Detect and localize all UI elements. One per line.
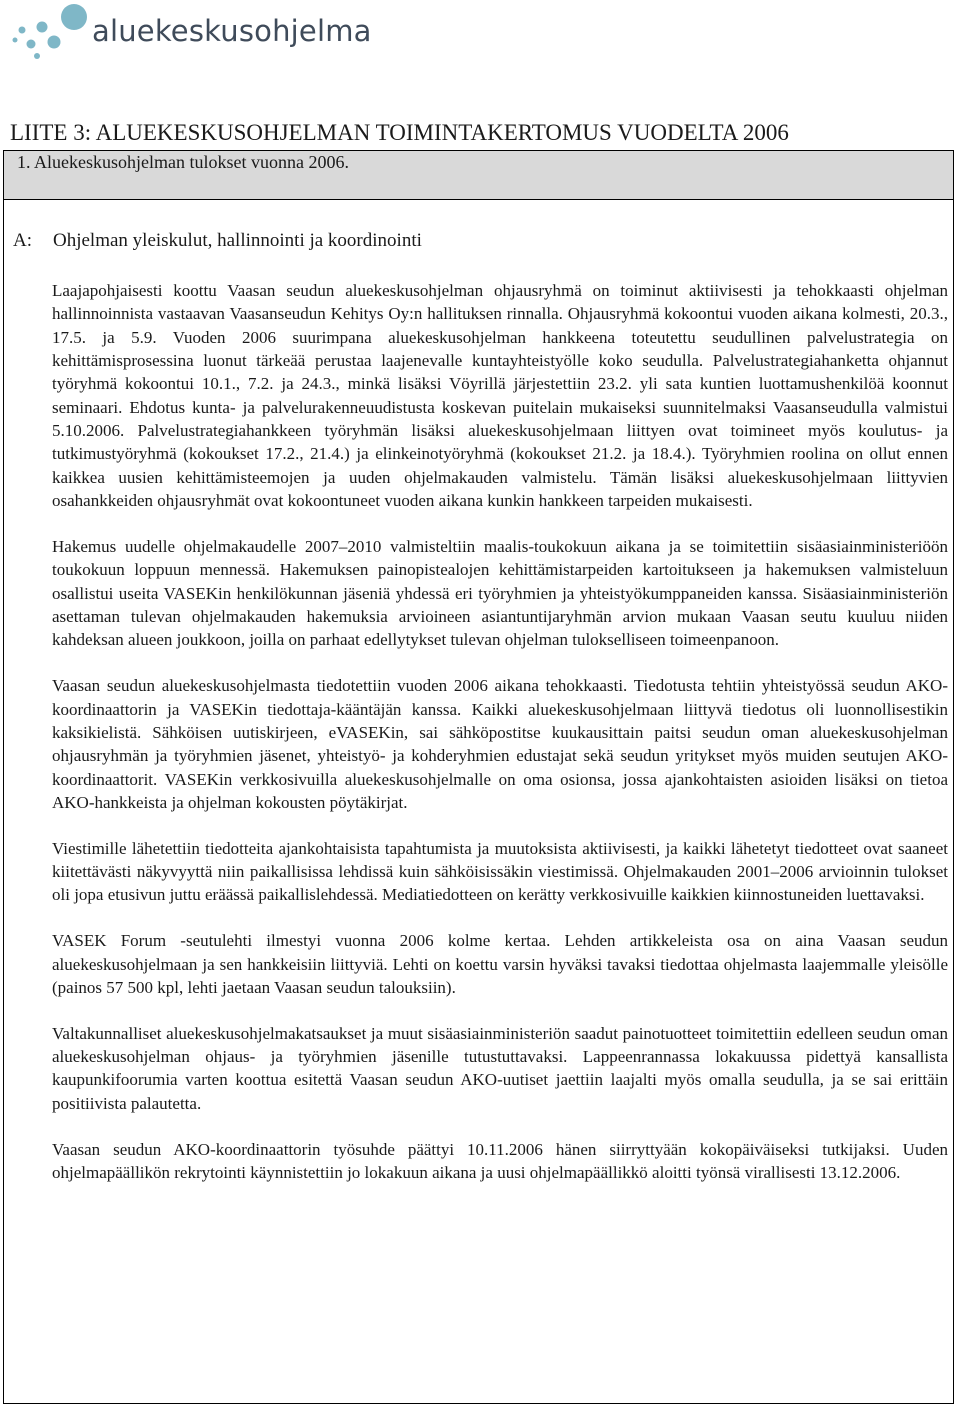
paragraph: Valtakunnalliset aluekeskusohjelmakatsaukset ja muut sisäasiainministeriön saadut painotuotteet toimitettiin edelleen seudun oman aluekeskusohjelman ohjaus- ja työryhmien jäsenille tutustuttavaksi. Lappeenrannassa lokakuussa pidettyä kansallista kaupunkifoorumia varten koottua esitettä Vaasan seudun AKO-uutiset jaettiin laajalti myös omalla seudulla, ja se sai erittäin positiivista palautetta. (52, 1023, 948, 1113)
paragraph: Viestimille lähetettiin tiedotteita ajankohtaisista tapahtumista ja muutoksista aktiivisesti, ja kaikki lähetetyt tiedotteet ovat saaneet kiitettävästi näkyvyyttä niin paikallisissa lehdissä kuin sähköisissäkin viestimissä. Ohjelmakauden 2001–2006 arvioinnin tulokset oli jopa etusivun juttu eräässä paikallislehdessä. Mediatiedotteen on kerätty verkkosivuille kaikkien kiinnostuneiden luettavaksi. (52, 838, 948, 905)
body-text (52, 279, 948, 1207)
logo (10, 2, 370, 60)
paragraph: Vaasan seudun aluekeskusohjelmasta tiedotettiin vuoden 2006 aikana tehokkaasti. Tiedotusta tehtiin yhteistyössä seudun AKO-koordinaattorin ja VASEKin tiedottaja-kääntäjän kanssa. Kaikki aluekeskusohjelmaan liittyvä tiedotus oli luonnollisestikin kaksikielistä. Sähköisen uutiskirjeen, eVASEKin, sai sähköpostitse kuukausittain paitsi seudun oman aluekeskusohjelman ohjausryhmän ja työryhmien jäsenet, yhteistyö- ja kohderyhmien edustajat sekä seudun yritykset myös muiden seutujen AKO-koordinaattorit. VASEKin verkkosivuilla aluekeskusohjelmalle on oma osionsa, jossa ajankohtaisten asioiden lisäksi on tietoa AKO-hankkeista ja ohjelman kokousten pöytäkirjat. (52, 676, 948, 812)
section-a-heading (13, 229, 422, 253)
paragraph: Hakemus uudelle ohjelmakaudelle 2007–2010 valmisteltiin maalis-toukokuun aikana ja se toimitettiin sisäasiainministeriöön toukokuun loppuun mennessä. Hakemuksen painopistealojen kehittämistarpeiden kartoitukseen ja hakemuksen valmisteluun osallistui useita VASEKin henkilökunnan jäseniä yhdessä eri työryhmien ja yhteistyökumppaneiden kanssa. Sisäasiainministeriön asettaman tulevan ohjelmakauden hakemuksia arvioineen asiantuntijaryhmän arvion mukaan Vaasan seutu kuuluu niiden kahdeksan alueen joukkoon, joilla on parhaat edellytykset tulevan ohjelman tulokselliseen toimeenpanoon. (52, 536, 948, 650)
section-a-label: A: (13, 230, 32, 251)
logo-text: aluekeskusohjelma (92, 14, 372, 48)
section-1-heading: 1. Aluekeskusohjelman tulokset vuonna 2006. (17, 152, 349, 172)
paragraph: Laajapohjaisesti koottu Vaasan seudun aluekeskusohjelman ohjausryhmä on toiminut aktiivisesti ja tehokkaasti ohjelman hallinnoinnista vastaavan Vaasanseudun Kehitys Oy:n hallituksen rinnalla. Ohjausryhmä kokoontui vuoden aikana kolmesti, 20.3., 17.5. ja 5.9. Vuoden 2006 suurimpana aluekeskusohjelman hankkeena toteutettu seudullinen palvelustrategia on kehittämisprosessina luonut tärkeää perustaa laajenevalle kuntayhteistyölle koko seudulla. Palvelustrategiahanketta ohjannut työryhmä kokoontui 10.1., 7.2. ja 24.3., minkä lisäksi Vöyrillä järjestettiin 23.2. yli sata kuntien luottamushenkilöä koonnut seminaari. Ehdotus kunta- ja palvelurakenneuudistusta koskevan puitelain mukaiseksi suunnitelmaksi Vaasanseudulla valmistui 5.10.2006. Palvelustrategiahankkeen työryhmän lisäksi aluekeskusohjelmaan liittyen ovat toimineet myös koulutus- ja tutkimustyöryhmä (kokoukset 17.2., 21.4.) ja elinkeinotyöryhmä (kokoukset 21.2. ja 18.4.). Työryhmien roolina on ollut ennen kaikkea uusien kehittämisteemojen ja uuden ohjelmakauden valmistelu. Tämän lisäksi aluekeskusohjelmaan liittyvien osahankkeiden ohjausryhmät ovat kokoontuneet vuoden aikana kunkin hankkeen tarpeiden mukaisesti. (52, 281, 948, 511)
section-a-title: Ohjelman yleiskulut, hallinnointi ja koordinointi (53, 230, 422, 251)
paragraph: Vaasan seudun AKO-koordinaattorin työsuhde päättyi 10.11.2006 hänen siirryttyään kokopäiväiseksi tutkijaksi. Uuden ohjelmapäällikön rekrytointi käynnistettiin jo lokakuun aikana ja uusi ohjelmapäällikkö aloitti työnsä virallisesti 13.12.2006. (52, 1139, 948, 1182)
logo-dots-icon (10, 2, 90, 60)
document-title: LIITE 3: ALUEKESKUSOHJELMAN TOIMINTAKERTOMUS VUODELTA 2006 (10, 120, 789, 145)
paragraph: VASEK Forum -seutulehti ilmestyi vuonna 2006 kolme kertaa. Lehden artikkeleista osa on aina Vaasan seudun aluekeskusohjelmaan ja sen hankkeisiin liittyviä. Lehti on koettu varsin hyväksi tavaksi tiedottaa ohjelmasta laajemmalle yleisölle (painos 57 500 kpl, lehti jaetaan Vaasan seudun talouksiin). (52, 931, 948, 997)
